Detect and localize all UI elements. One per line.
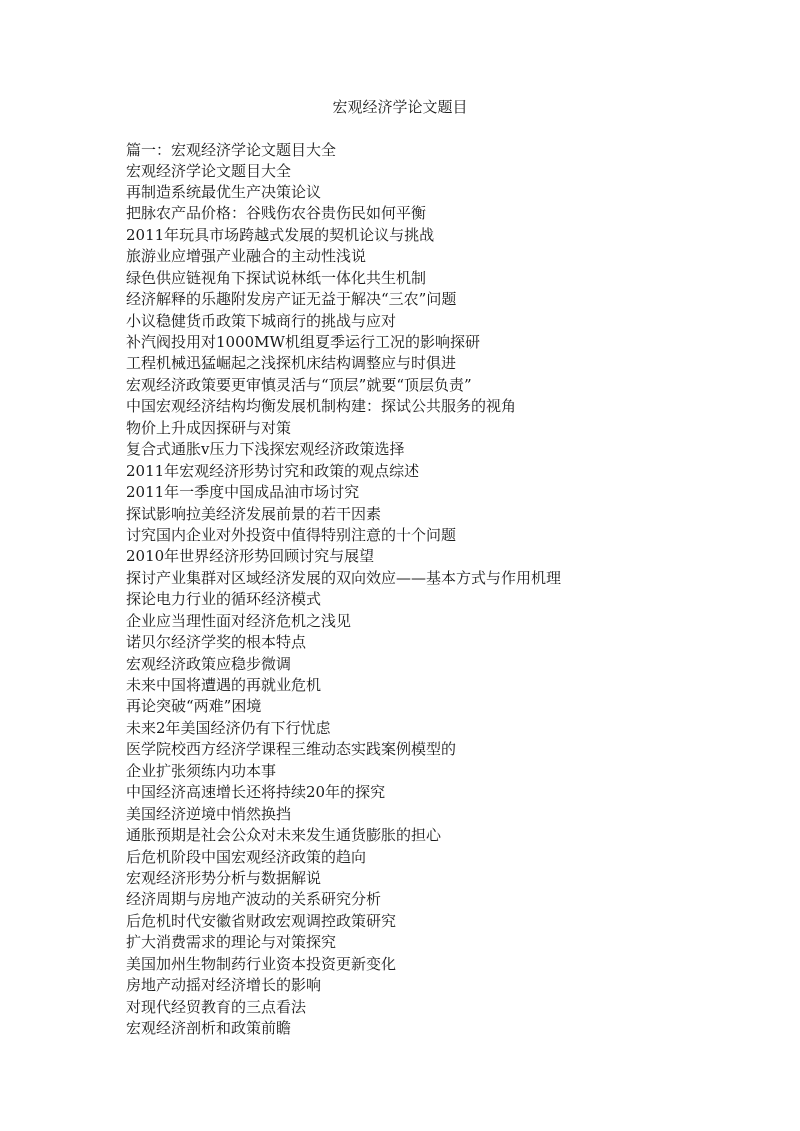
list-item: 宏观经济学论文题目大全	[126, 161, 292, 180]
list-item: 对现代经贸教育的三点看法	[126, 997, 307, 1016]
list-item: 再论突破“两难”困境	[126, 697, 262, 716]
list-item: 企业应当理性面对经济危机之浅见	[126, 611, 352, 630]
list-item: 未来中国将遭遇的再就业危机	[126, 676, 322, 694]
list-item: 2011年一季度中国成品油市场讨究	[126, 483, 360, 502]
list-item: 讨究国内企业对外投资中值得特别注意的十个问题	[126, 525, 457, 544]
list-item: 美国加州生物制药行业资本投资更新变化	[126, 954, 397, 973]
list-item: 后危机阶段中国宏观经济政策的趋向	[126, 847, 367, 866]
list-item: 再制造系统最优生产决策论议	[126, 182, 322, 201]
list-item: 后危机时代安徽省财政宏观调控政策研究	[126, 911, 397, 930]
list-item: 小议稳健货币政策下城商行的挑战与应对	[126, 311, 397, 330]
list-item: 企业扩张须练内功本事	[126, 761, 277, 780]
list-item: 2011年宏观经济形势讨究和政策的观点综述	[126, 461, 420, 480]
list-item: 经济周期与房地产波动的关系研究分析	[126, 890, 382, 909]
list-item: 探讨产业集群对区域经济发展的双向效应——基本方式与作用机理	[126, 568, 562, 587]
list-item: 扩大消费需求的理论与对策探究	[126, 933, 337, 952]
list-item: 2011年玩具市场跨越式发展的契机论议与挑战	[126, 225, 435, 244]
list-item: 美国经济逆境中悄然换挡	[126, 804, 292, 823]
list-item: 工程机械迅猛崛起之浅探机床结构调整应与时俱进	[126, 354, 457, 373]
list-item: 通胀预期是社会公众对未来发生通货膨胀的担心	[126, 826, 442, 845]
list-item: 宏观经济剖析和政策前瞻	[126, 1019, 292, 1037]
list-item: 探论电力行业的循环经济模式	[126, 590, 322, 609]
list-item: 医学院校西方经济学课程三维动态实践案例模型的	[126, 740, 457, 759]
list-item: 宏观经济政策要更审慎灵活与“顶层”就要“顶层负责”	[126, 375, 472, 394]
list-item: 绿色供应链视角下探试说林纸一体化共生机制	[126, 268, 427, 287]
list-item: 中国经济高速增长还将持续20年的探究	[126, 783, 386, 802]
list-item: 2010年世界经济形势回顾讨究与展望	[126, 547, 375, 566]
list-item: 房地产动摇对经济增长的影响	[126, 976, 322, 995]
document-title: 宏观经济学论文题目	[332, 98, 468, 116]
list-item: 未来2年美国经济仍有下行忧虑	[126, 718, 331, 737]
list-item: 物价上升成因探研与对策	[126, 418, 292, 437]
list-item: 经济解释的乐趣附发房产证无益于解决“三农”问题	[126, 290, 457, 309]
list-item: 宏观经济政策应稳步微调	[126, 654, 292, 673]
list-item: 旅游业应增强产业融合的主动性浅说	[126, 247, 367, 266]
list-item: 探试影响拉美经济发展前景的若干因素	[126, 504, 382, 523]
list-item: 复合式通胀v压力下浅探宏观经济政策选择	[126, 440, 405, 459]
list-item: 诺贝尔经济学奖的根本特点	[126, 633, 307, 652]
list-item: 补汽阀投用对1000MW机组夏季运行工况的影响探研	[126, 333, 480, 351]
topic-list	[126, 161, 561, 1040]
section-heading: 篇一：宏观经济学论文题目大全	[126, 141, 337, 159]
list-item: 宏观经济形势分析与数据解说	[126, 868, 322, 887]
list-item: 中国宏观经济结构均衡发展机制构建：探试公共服务的视角	[126, 397, 517, 416]
list-item: 把脉农产品价格：谷贱伤农谷贵伤民如何平衡	[126, 204, 427, 223]
